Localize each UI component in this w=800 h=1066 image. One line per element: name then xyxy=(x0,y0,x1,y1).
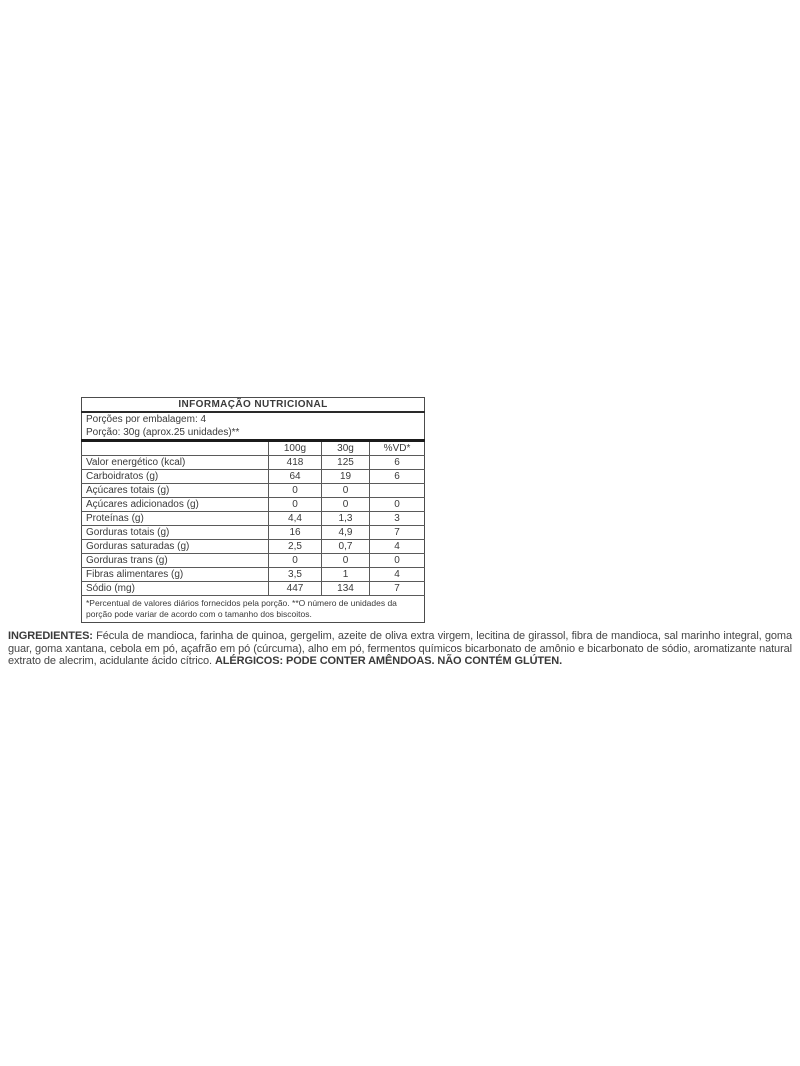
table-footnote: *Percentual de valores diários fornecidos pela porção. **O número de unidades da porção pode variar de acordo com o tamanho dos biscoitos. xyxy=(86,598,397,619)
nutrient-label: Fibras alimentares (g) xyxy=(82,568,269,582)
value-vd: 6 xyxy=(370,470,425,484)
ingredients-paragraph xyxy=(8,630,792,668)
value-100g: 0 xyxy=(269,498,322,512)
nutrient-label: Açúcares adicionados (g) xyxy=(82,498,269,512)
value-vd: 3 xyxy=(370,512,425,526)
servings-row xyxy=(82,412,425,426)
value-100g: 0 xyxy=(269,554,322,568)
footnote-row xyxy=(82,596,425,623)
nutrient-label: Açúcares totais (g) xyxy=(82,484,269,498)
value-vd: 7 xyxy=(370,582,425,596)
nutrient-row-saturated-fat xyxy=(82,540,425,554)
value-30g: 0 xyxy=(322,554,370,568)
nutrient-label: Sódio (mg) xyxy=(82,582,269,596)
value-100g: 4,4 xyxy=(269,512,322,526)
nutrient-row-trans-fat xyxy=(82,554,425,568)
nutrient-row-sodium xyxy=(82,582,425,596)
nutrient-label: Gorduras saturadas (g) xyxy=(82,540,269,554)
nutrition-table xyxy=(81,397,425,623)
table-title: INFORMAÇÃO NUTRICIONAL xyxy=(82,398,425,413)
nutrient-row-carbs xyxy=(82,470,425,484)
value-vd: 4 xyxy=(370,568,425,582)
column-header-row xyxy=(82,441,425,456)
allergens-statement: ALÉRGICOS: PODE CONTER AMÊNDOAS. NÃO CONTÉM GLÚTEN. xyxy=(214,655,563,667)
value-30g: 0 xyxy=(322,498,370,512)
value-vd xyxy=(370,484,425,498)
nutrient-row-protein xyxy=(82,512,425,526)
column-header-30g: 30g xyxy=(322,441,370,456)
nutrient-row-total-sugars xyxy=(82,484,425,498)
nutrient-label: Carboidratos (g) xyxy=(82,470,269,484)
nutrient-label: Gorduras totais (g) xyxy=(82,526,269,540)
value-30g: 134 xyxy=(322,582,370,596)
nutrient-row-fiber xyxy=(82,568,425,582)
value-100g: 447 xyxy=(269,582,322,596)
value-100g: 0 xyxy=(269,484,322,498)
value-30g: 1,3 xyxy=(322,512,370,526)
column-header-vd: %VD* xyxy=(370,441,425,456)
ingredients-label: INGREDIENTES: xyxy=(8,630,93,642)
value-100g: 64 xyxy=(269,470,322,484)
value-100g: 418 xyxy=(269,456,322,470)
nutrient-row-total-fat xyxy=(82,526,425,540)
value-100g: 2,5 xyxy=(269,540,322,554)
value-vd: 0 xyxy=(370,554,425,568)
value-30g: 19 xyxy=(322,470,370,484)
value-30g: 1 xyxy=(322,568,370,582)
value-30g: 4,9 xyxy=(322,526,370,540)
table-title-row xyxy=(82,398,425,413)
portion-row xyxy=(82,426,425,441)
nutrient-label: Proteínas (g) xyxy=(82,512,269,526)
value-vd: 4 xyxy=(370,540,425,554)
portion-size: Porção: 30g (aprox.25 unidades)** xyxy=(82,426,425,441)
servings-per-package: Porções por embalagem: 4 xyxy=(86,414,207,425)
value-100g: 16 xyxy=(269,526,322,540)
value-100g: 3,5 xyxy=(269,568,322,582)
nutrient-row-added-sugars xyxy=(82,498,425,512)
value-30g: 125 xyxy=(322,456,370,470)
nutrient-row-energy xyxy=(82,456,425,470)
value-30g: 0 xyxy=(322,484,370,498)
nutrient-label: Valor energético (kcal) xyxy=(82,456,269,470)
value-vd: 0 xyxy=(370,498,425,512)
nutrient-label: Gorduras trans (g) xyxy=(82,554,269,568)
value-30g: 0,7 xyxy=(322,540,370,554)
column-header-empty xyxy=(82,441,269,456)
value-vd: 6 xyxy=(370,456,425,470)
value-vd: 7 xyxy=(370,526,425,540)
column-header-100g: 100g xyxy=(269,441,322,456)
ingredients-text: Fécula de mandioca, farinha de quinoa, gergelim, azeite de oliva extra virgem, lecitina de girassol, fibra de mandioca, sal marinho integral, goma guar, goma xantana, cebola em pó, açafrão em pó (cúrcuma), alho em pó, fermentos químicos bicarbonato de amônio e bicarbonato de sódio, aromatizante natural extrato de alecrim, acidulante ácido cítrico. xyxy=(8,630,792,667)
